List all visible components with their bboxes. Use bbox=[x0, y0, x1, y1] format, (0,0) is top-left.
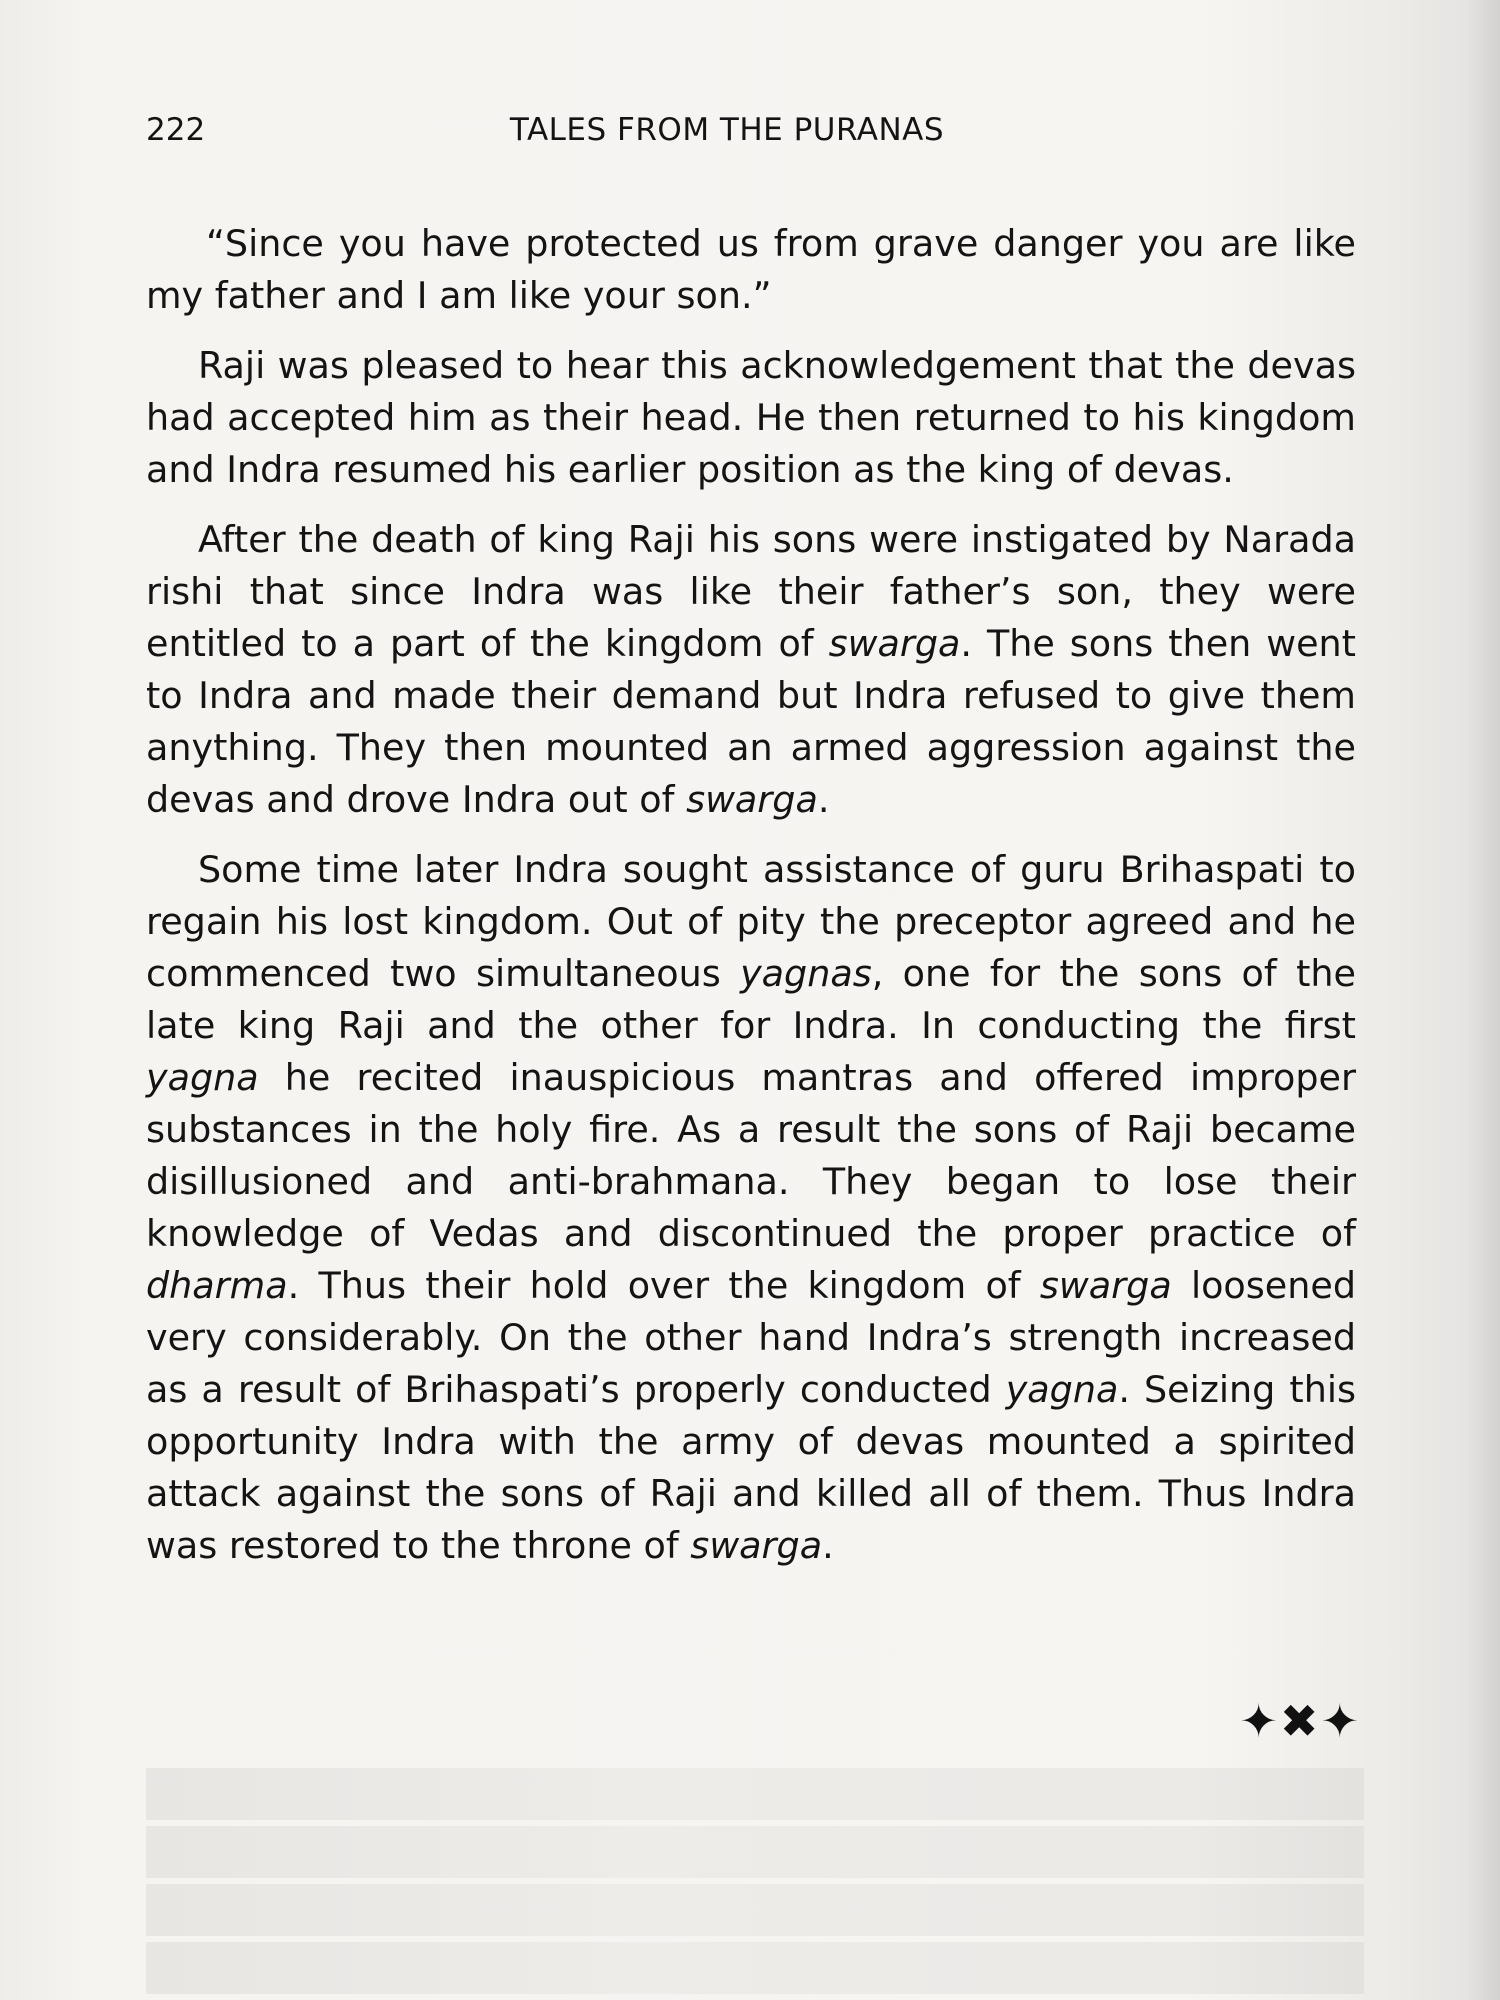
page-number: 222 bbox=[146, 112, 206, 148]
bleed-line bbox=[146, 1884, 1364, 1936]
body-text bbox=[146, 218, 1356, 1590]
paragraph bbox=[146, 844, 1356, 1572]
text-run: . The sons then went to Indra and made their demand but Indra refused to give them anything. They then mounted an armed aggression against the devas and drove Indra out of bbox=[146, 622, 1356, 821]
paragraph bbox=[146, 218, 1356, 322]
bleed-line bbox=[146, 1768, 1364, 1820]
section-end-ornament: ✦✖✦ bbox=[1239, 1694, 1361, 1748]
text-run: loosened very considerably. On the other hand Indra’s strength increased as a result of Brihaspati’s properly conducted bbox=[146, 1264, 1356, 1411]
text-run: , one for the sons of the late king Raji and the other for Indra. In conducting the first bbox=[146, 952, 1356, 1047]
page-edge-shadow bbox=[1466, 0, 1500, 2000]
text-run: . Seizing this opportunity Indra with the army of devas mounted a spirited attack against the sons of Raji and killed all of them. Thus Indra was restored to the throne of bbox=[146, 1368, 1356, 1567]
bleed-line bbox=[146, 1942, 1364, 1994]
italic-term: swarga bbox=[828, 622, 961, 665]
text-run: . Thus their hold over the kingdom of bbox=[287, 1264, 1040, 1307]
text-run: . bbox=[817, 778, 830, 821]
text-run: “Since you have protected us from grave danger you are like my father and I am like your son.” bbox=[146, 222, 1356, 317]
paragraph bbox=[146, 514, 1356, 826]
italic-term: yagnas bbox=[740, 952, 872, 995]
italic-term: swarga bbox=[690, 1524, 823, 1567]
bleed-line bbox=[146, 1826, 1364, 1878]
text-run: he recited inauspicious mantras and offered improper substances in the holy fire. As a result the sons of Raji became disillusioned and anti-brahmana. They began to lose their knowledge of Vedas and discontinued the proper practice of bbox=[146, 1056, 1356, 1255]
text-run: Some time later Indra sought assistance of guru Brihaspati to regain his lost kingdom. Out of pity the preceptor agreed and he commenced two simultaneous bbox=[146, 848, 1356, 995]
italic-term: yagna bbox=[146, 1056, 259, 1099]
text-run: . bbox=[822, 1524, 834, 1567]
italic-term: yagna bbox=[1005, 1368, 1119, 1411]
italic-term: swarga bbox=[1039, 1264, 1172, 1307]
bleed-through-shadow bbox=[146, 1760, 1364, 2000]
italic-term: swarga bbox=[686, 778, 818, 821]
text-run: Raji was pleased to hear this acknowledgement that the devas had accepted him as their head. He then returned to his kingdom and Indra resumed his earlier position as the king of devas. bbox=[146, 344, 1356, 491]
italic-term: dharma bbox=[146, 1264, 288, 1307]
paragraph bbox=[146, 340, 1356, 496]
running-title: TALES FROM THE PURANAS bbox=[509, 112, 945, 148]
text-run: After the death of king Raji his sons were instigated by Narada rishi that since Indra was like their father’s son, they were entitled to a part of the kingdom of bbox=[146, 518, 1356, 665]
running-header bbox=[146, 108, 1356, 152]
